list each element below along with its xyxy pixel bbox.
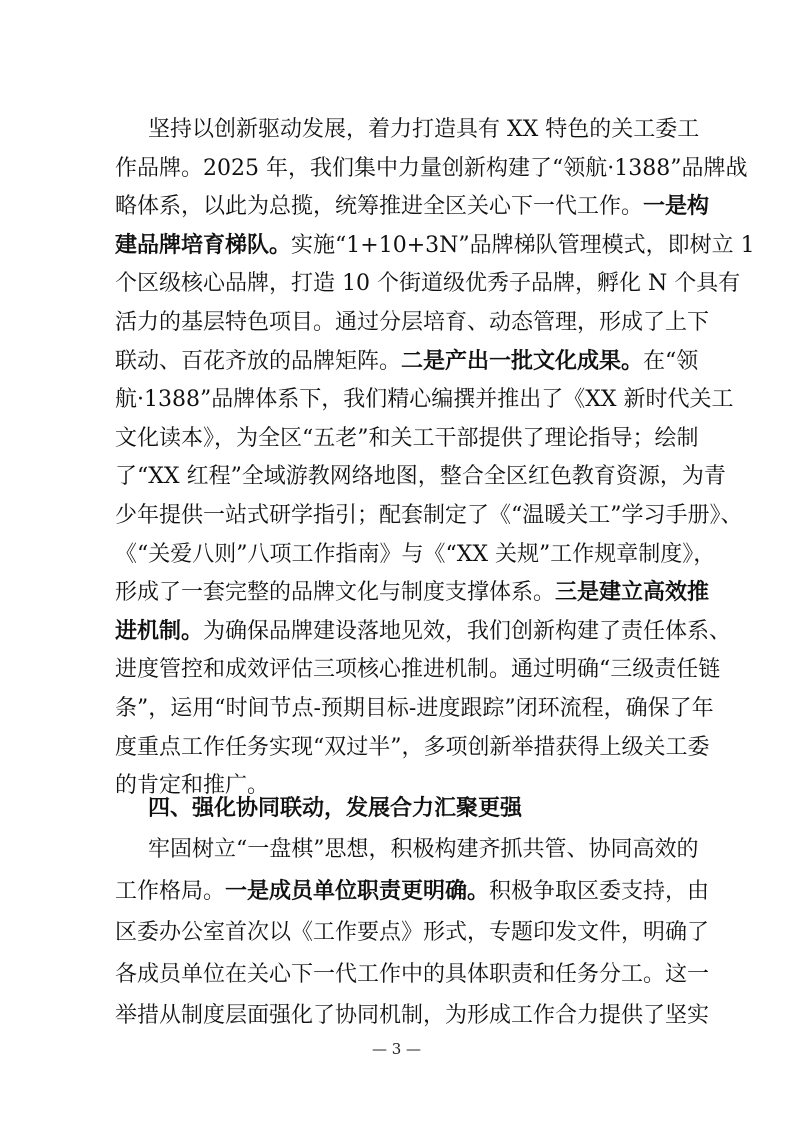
text-line	[115, 343, 699, 382]
bold-point-label: 一是构	[643, 194, 710, 220]
text-segment: 文化读本》，为全区“五老”和关工干部提供了理论指导；绘制	[115, 425, 699, 451]
text-line	[115, 150, 748, 189]
text-segment: 工作格局。	[115, 878, 226, 904]
text-line	[115, 265, 741, 304]
text-line	[115, 995, 710, 1037]
text-segment: 牢固树立“一盘棋”思想，积极构建齐抓共管、协同高效的	[148, 837, 699, 862]
text-segment: 的肯定和推广。	[115, 773, 270, 799]
text-line	[115, 574, 710, 613]
text-line	[115, 829, 699, 871]
bold-point-label: 建品牌培育梯队。	[115, 232, 292, 258]
text-line	[115, 613, 732, 652]
text-line	[115, 912, 710, 954]
text-segment: 略体系，以此为总揽，统筹推进全区关心下一代工作。	[115, 194, 644, 220]
text-segment: 积极争取区委支持，由	[489, 878, 710, 904]
text-line	[115, 111, 700, 150]
page-number: — 3 —	[371, 1040, 422, 1058]
bold-point-label: 三是建立高效推	[555, 580, 710, 606]
text-segment: 度重点工作任务实现“双过半”，多项创新举措获得上级关工委	[115, 734, 710, 760]
bold-point-label: 进机制。	[115, 618, 204, 644]
text-segment: 为确保品牌建设落地见效，我们创新构建了责任体系、	[203, 618, 732, 644]
text-line	[115, 871, 710, 913]
text-segment: 举措从制度层面强化了协同机制，为形成工作合力提供了坚实	[115, 1003, 710, 1028]
text-line	[115, 690, 714, 729]
text-line	[115, 497, 743, 536]
text-segment: 联动、百花齐放的品牌矩阵。	[115, 348, 402, 374]
text-segment: 区委办公室首次以《工作要点》形式，专题印发文件，明确了	[115, 920, 710, 945]
text-segment: 坚持以创新驱动发展，着力打造具有 XX 特色的关工委工	[148, 117, 700, 142]
paragraph-coordination	[115, 829, 710, 1037]
text-line	[115, 381, 734, 420]
text-segment: 进度管控和成效评估三项核心推进机制。通过明确“三级责任链	[115, 657, 721, 683]
text-segment: 《“关爱八则”八项工作指南》与《“XX 关规”工作规章制度》，	[115, 541, 716, 567]
text-line	[115, 458, 726, 497]
text-line	[115, 188, 710, 227]
text-line	[115, 304, 710, 343]
text-line	[115, 729, 710, 768]
text-segment: 活力的基层特色项目。通过分层培育、动态管理，形成了上下	[115, 309, 710, 335]
paragraph-brand-building	[115, 111, 755, 806]
text-segment: 各成员单位在关心下一代工作中的具体职责和任务分工。这一	[115, 961, 710, 987]
section-heading: 四、强化协同联动，发展合力汇聚更强	[148, 796, 523, 821]
text-line	[115, 420, 699, 459]
text-segment: 作品牌。2025 年，我们集中力量创新构建了“领航·1388”品牌战	[115, 155, 748, 181]
text-line	[115, 536, 716, 575]
bold-point-label: 一是成员单位职责更明确。	[225, 878, 490, 904]
text-segment: 形成了一套完整的品牌文化与制度支撑体系。	[115, 580, 556, 606]
text-segment: 少年提供一站式研学指引；配套制定了《“温暖关工”学习手册》、	[115, 502, 743, 528]
text-segment: 在“领	[643, 348, 699, 374]
text-line	[115, 651, 721, 690]
text-segment: 条”，运用“时间节点-预期目标-进度跟踪”闭环流程，确保了年	[115, 695, 714, 721]
bold-point-label: 二是产出一批文化成果。	[401, 348, 644, 374]
text-line	[115, 954, 710, 996]
text-segment: 个区级核心品牌，打造 10 个街道级优秀子品牌，孵化 N 个具有	[115, 271, 741, 297]
text-segment: 实施“1+10+3N”品牌梯队管理模式，即树立 1	[291, 232, 755, 258]
text-segment: 了“XX 红程”全域游教网络地图，整合全区红色教育资源，为青	[115, 464, 726, 490]
text-segment: 航·1388”品牌体系下，我们精心编撰并推出了《XX 新时代关工	[115, 387, 734, 413]
text-line	[115, 227, 755, 266]
